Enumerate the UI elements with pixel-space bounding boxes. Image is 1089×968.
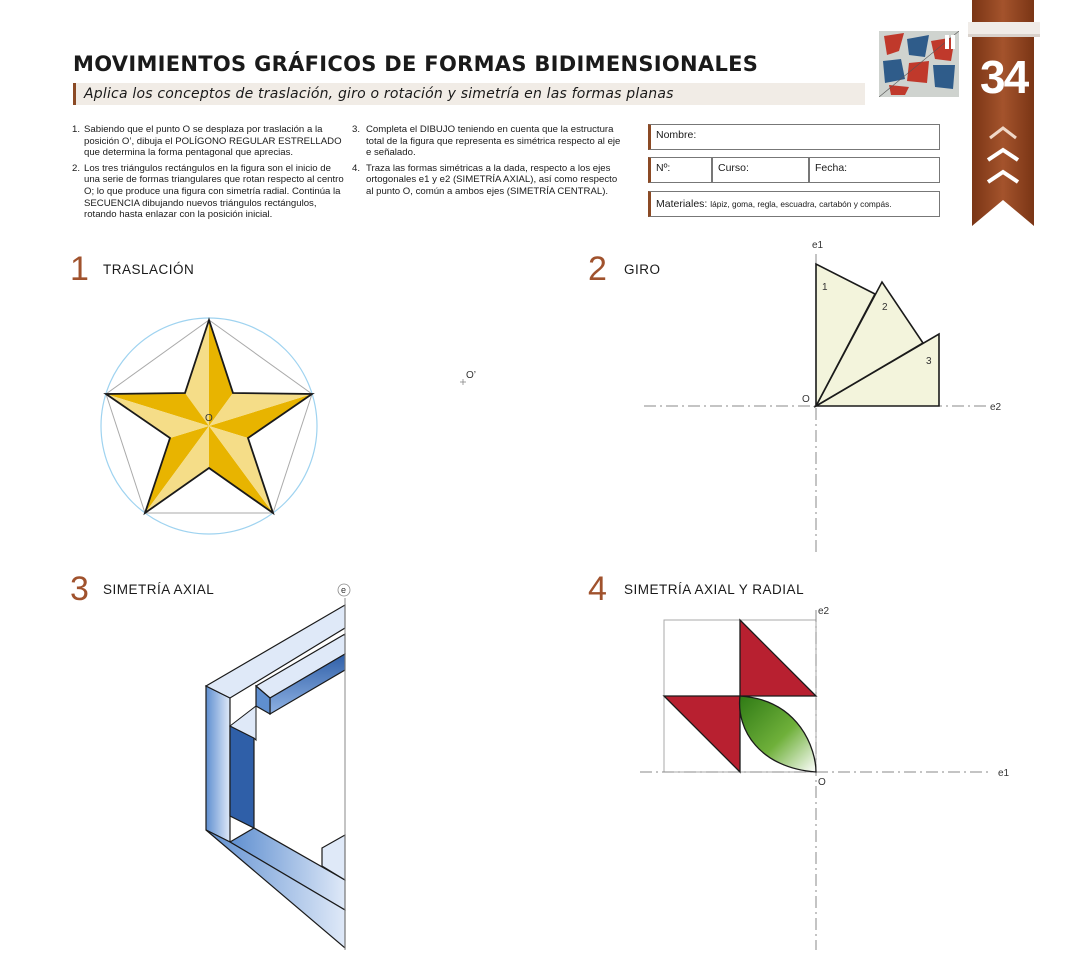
instruction-text: Traza las formas simétricas a la dada, respecto a los ejes ortogonales e1 y e2 (SIMETRÍA AXIAL), así como respecto al punto O, común a ambos ejes (SIMETRÍA CENTRAL). bbox=[366, 162, 618, 197]
instruction-number: 3. bbox=[352, 124, 361, 135]
instructions-left bbox=[72, 124, 344, 221]
rotation-figure bbox=[640, 236, 1040, 556]
section-1-title: TRASLACIÓN bbox=[103, 262, 195, 277]
course-label: Curso: bbox=[718, 162, 749, 174]
rotation-center-label: O bbox=[802, 394, 810, 405]
materials-label: Materiales: bbox=[656, 198, 708, 210]
name-field[interactable] bbox=[648, 124, 940, 150]
axis-e2-label: e2 bbox=[818, 606, 830, 617]
instruction-1 bbox=[72, 124, 344, 159]
axial-symmetry-figure bbox=[190, 580, 390, 952]
section-1-number: 1 bbox=[70, 250, 89, 288]
point-o-label bbox=[205, 413, 213, 424]
instruction-2 bbox=[72, 163, 344, 221]
page-title: MOVIMIENTOS GRÁFICOS DE FORMAS BIDIMENSIONALES bbox=[73, 52, 759, 76]
instruction-number: 4. bbox=[352, 162, 361, 174]
number-field[interactable] bbox=[648, 157, 712, 183]
materials-value: lápiz, goma, regla, escuadra, cartabón y compás. bbox=[710, 199, 892, 209]
artwork-thumbnail bbox=[879, 31, 959, 97]
instruction-number: 2. bbox=[72, 162, 81, 174]
triangle-2-label: 2 bbox=[882, 302, 888, 313]
axis-e2-label: e2 bbox=[990, 402, 1002, 413]
axis-e1-label: e1 bbox=[812, 240, 824, 251]
name-label: Nombre: bbox=[656, 129, 697, 141]
instruction-text: Sabiendo que el punto O se desplaza por traslación a la posición O’, dibuja el POLÍGONO REGULAR ESTRELLADO que determina la forma pentagonal que aprecias. bbox=[84, 124, 342, 159]
red-triangle-left bbox=[664, 696, 740, 772]
origin-label: O bbox=[818, 777, 826, 788]
triangle-3-label: 3 bbox=[926, 356, 932, 367]
red-triangle-top bbox=[740, 620, 816, 696]
section-4-number: 4 bbox=[588, 570, 607, 608]
page-number: 34 bbox=[980, 51, 1028, 103]
section-2-number: 2 bbox=[588, 250, 607, 288]
point-o-prime bbox=[460, 370, 476, 385]
axis-e-marker bbox=[338, 584, 350, 596]
instruction-text: Completa el DIBUJO teniendo en cuenta que la estructura total de la figura que representa es simétrica respecto al eje e señalado. bbox=[366, 124, 621, 159]
svg-text:O: O bbox=[205, 413, 213, 424]
number-label: Nº: bbox=[656, 162, 671, 174]
radial-symmetry-figure bbox=[630, 600, 1030, 952]
date-label: Fecha: bbox=[815, 162, 848, 174]
instruction-3 bbox=[352, 124, 624, 159]
svg-text:O’: O’ bbox=[466, 370, 476, 381]
svg-text:e: e bbox=[341, 585, 347, 595]
green-leaf bbox=[740, 696, 816, 772]
course-field[interactable] bbox=[712, 157, 809, 183]
section-3-number: 3 bbox=[70, 570, 89, 608]
section-4-title: SIMETRÍA AXIAL Y RADIAL bbox=[624, 582, 805, 597]
date-field[interactable] bbox=[809, 157, 940, 183]
section-3-title: SIMETRÍA AXIAL bbox=[103, 582, 215, 597]
instruction-text: Los tres triángulos rectángulos en la figura son el inicio de una serie de formas triangulares que rotan respecto al centro O; lo que produce una figura con simetría radial. Continúa la SECUENCIA dibujando nuevos triángulos rectángulos, rotando hasta enlazar con la posición inicial. bbox=[84, 162, 344, 221]
instructions-right bbox=[352, 124, 624, 198]
translation-figure bbox=[95, 310, 495, 540]
triangle-1-label: 1 bbox=[822, 282, 828, 293]
instruction-4 bbox=[352, 163, 624, 198]
page-subtitle: Aplica los conceptos de traslación, giro o rotación y simetría en las formas planas bbox=[73, 83, 865, 105]
page-ribbon bbox=[968, 0, 1040, 228]
instruction-number: 1. bbox=[72, 124, 81, 135]
section-2-title: GIRO bbox=[624, 262, 661, 277]
materials-field bbox=[648, 191, 940, 217]
frame-shape bbox=[206, 605, 345, 948]
axis-e1-label: e1 bbox=[998, 768, 1010, 779]
